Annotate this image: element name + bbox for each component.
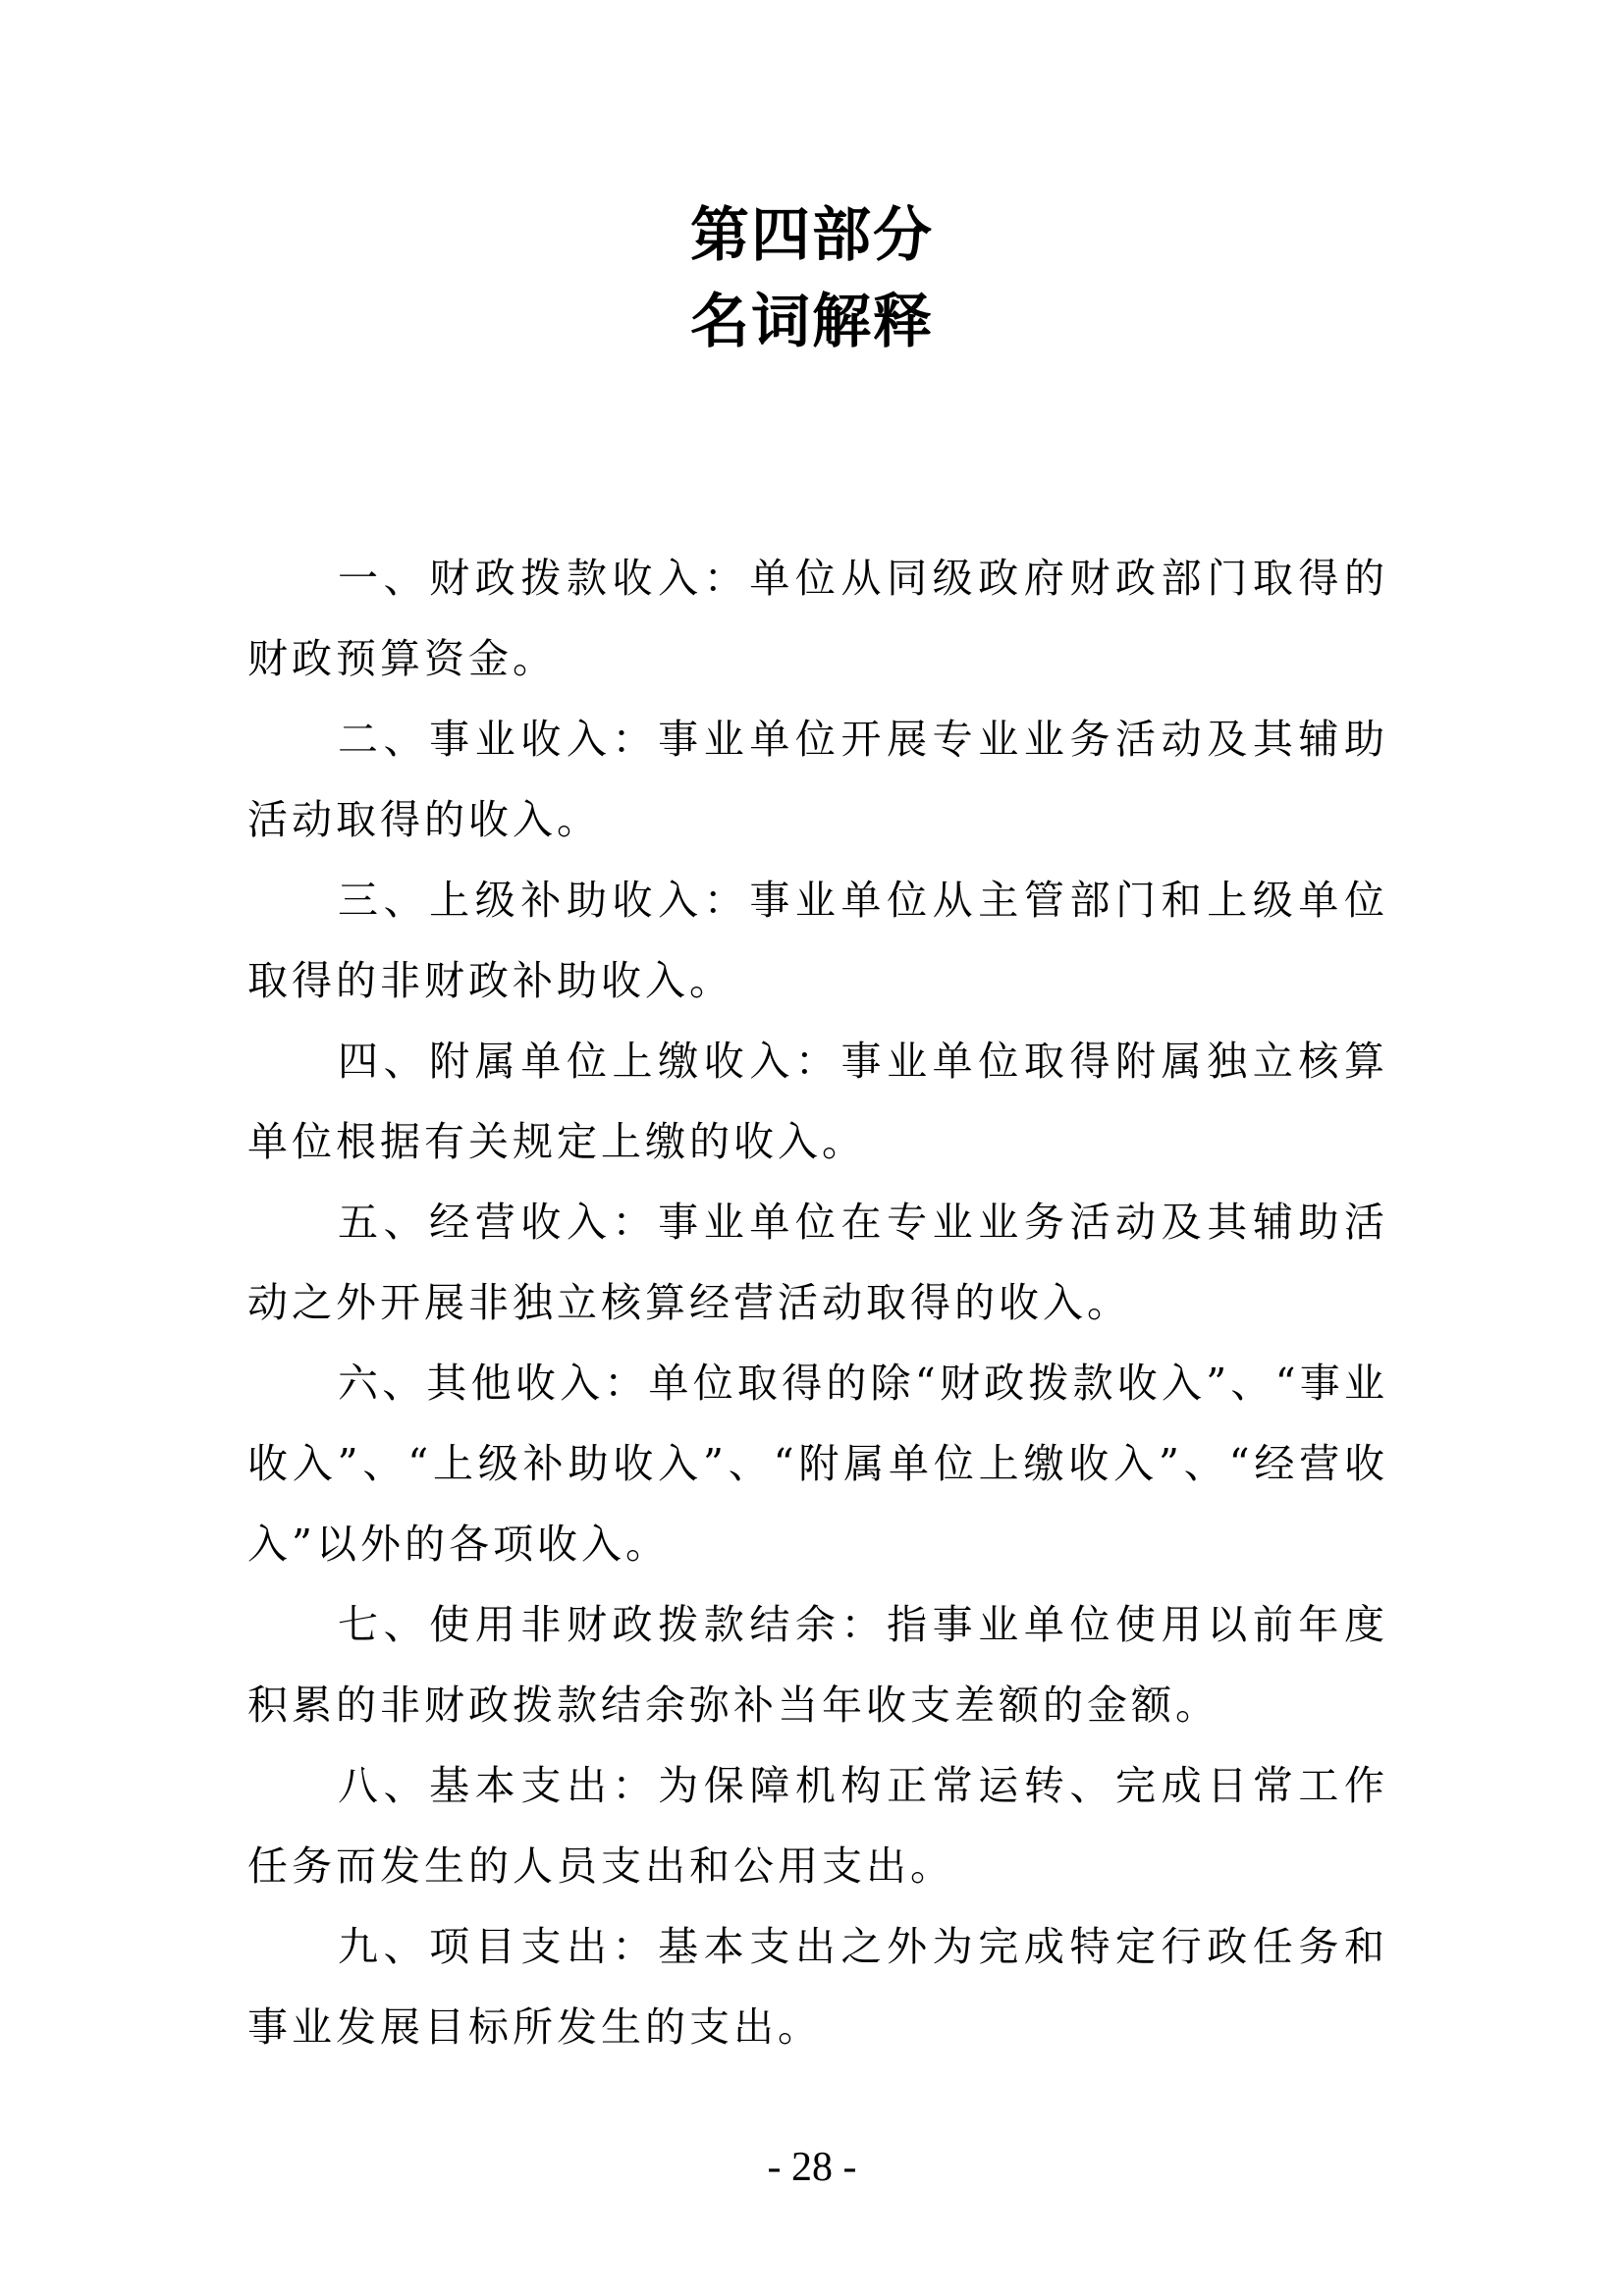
definition-paragraph: 七、使用非财政拨款结余：指事业单位使用以前年度积累的非财政拨款结余弥补当年收支差额的金额。 — [247, 1601, 1388, 1729]
title-line-heading: 名词解释 — [690, 288, 934, 356]
definition-paragraph: 一、财政拨款收入：单位从同级政府财政部门取得的财政预算资金。 — [247, 555, 1388, 682]
title-line-section: 第四部分 — [690, 201, 934, 270]
definition-paragraph: 五、经营收入：事业单位在专业业务活动及其辅助活动之外开展非独立核算经营活动取得的收入。 — [247, 1199, 1388, 1326]
definition-paragraph: 六、其他收入：单位取得的除“财政拨款收入”、“事业收入”、“上级补助收入”、“附属单位上缴收入”、“经营收入”以外的各项收入。 — [247, 1360, 1388, 1568]
page-number: - 28 - — [767, 2145, 857, 2190]
definitions-body — [247, 538, 1388, 2067]
definition-paragraph: 九、项目支出：基本支出之外为完成特定行政任务和事业发展目标所发生的支出。 — [247, 1923, 1388, 2051]
definition-paragraph: 四、附属单位上缴收入：事业单位取得附属独立核算单位根据有关规定上缴的收入。 — [247, 1038, 1388, 1165]
page-title — [0, 192, 1624, 365]
definition-paragraph: 三、上级补助收入：事业单位从主管部门和上级单位取得的非财政补助收入。 — [247, 877, 1388, 1004]
definition-paragraph: 八、基本支出：为保障机构正常运转、完成日常工作任务而发生的人员支出和公用支出。 — [247, 1762, 1388, 1890]
definition-paragraph: 二、事业收入：事业单位开展专业业务活动及其辅助活动取得的收入。 — [247, 716, 1388, 843]
